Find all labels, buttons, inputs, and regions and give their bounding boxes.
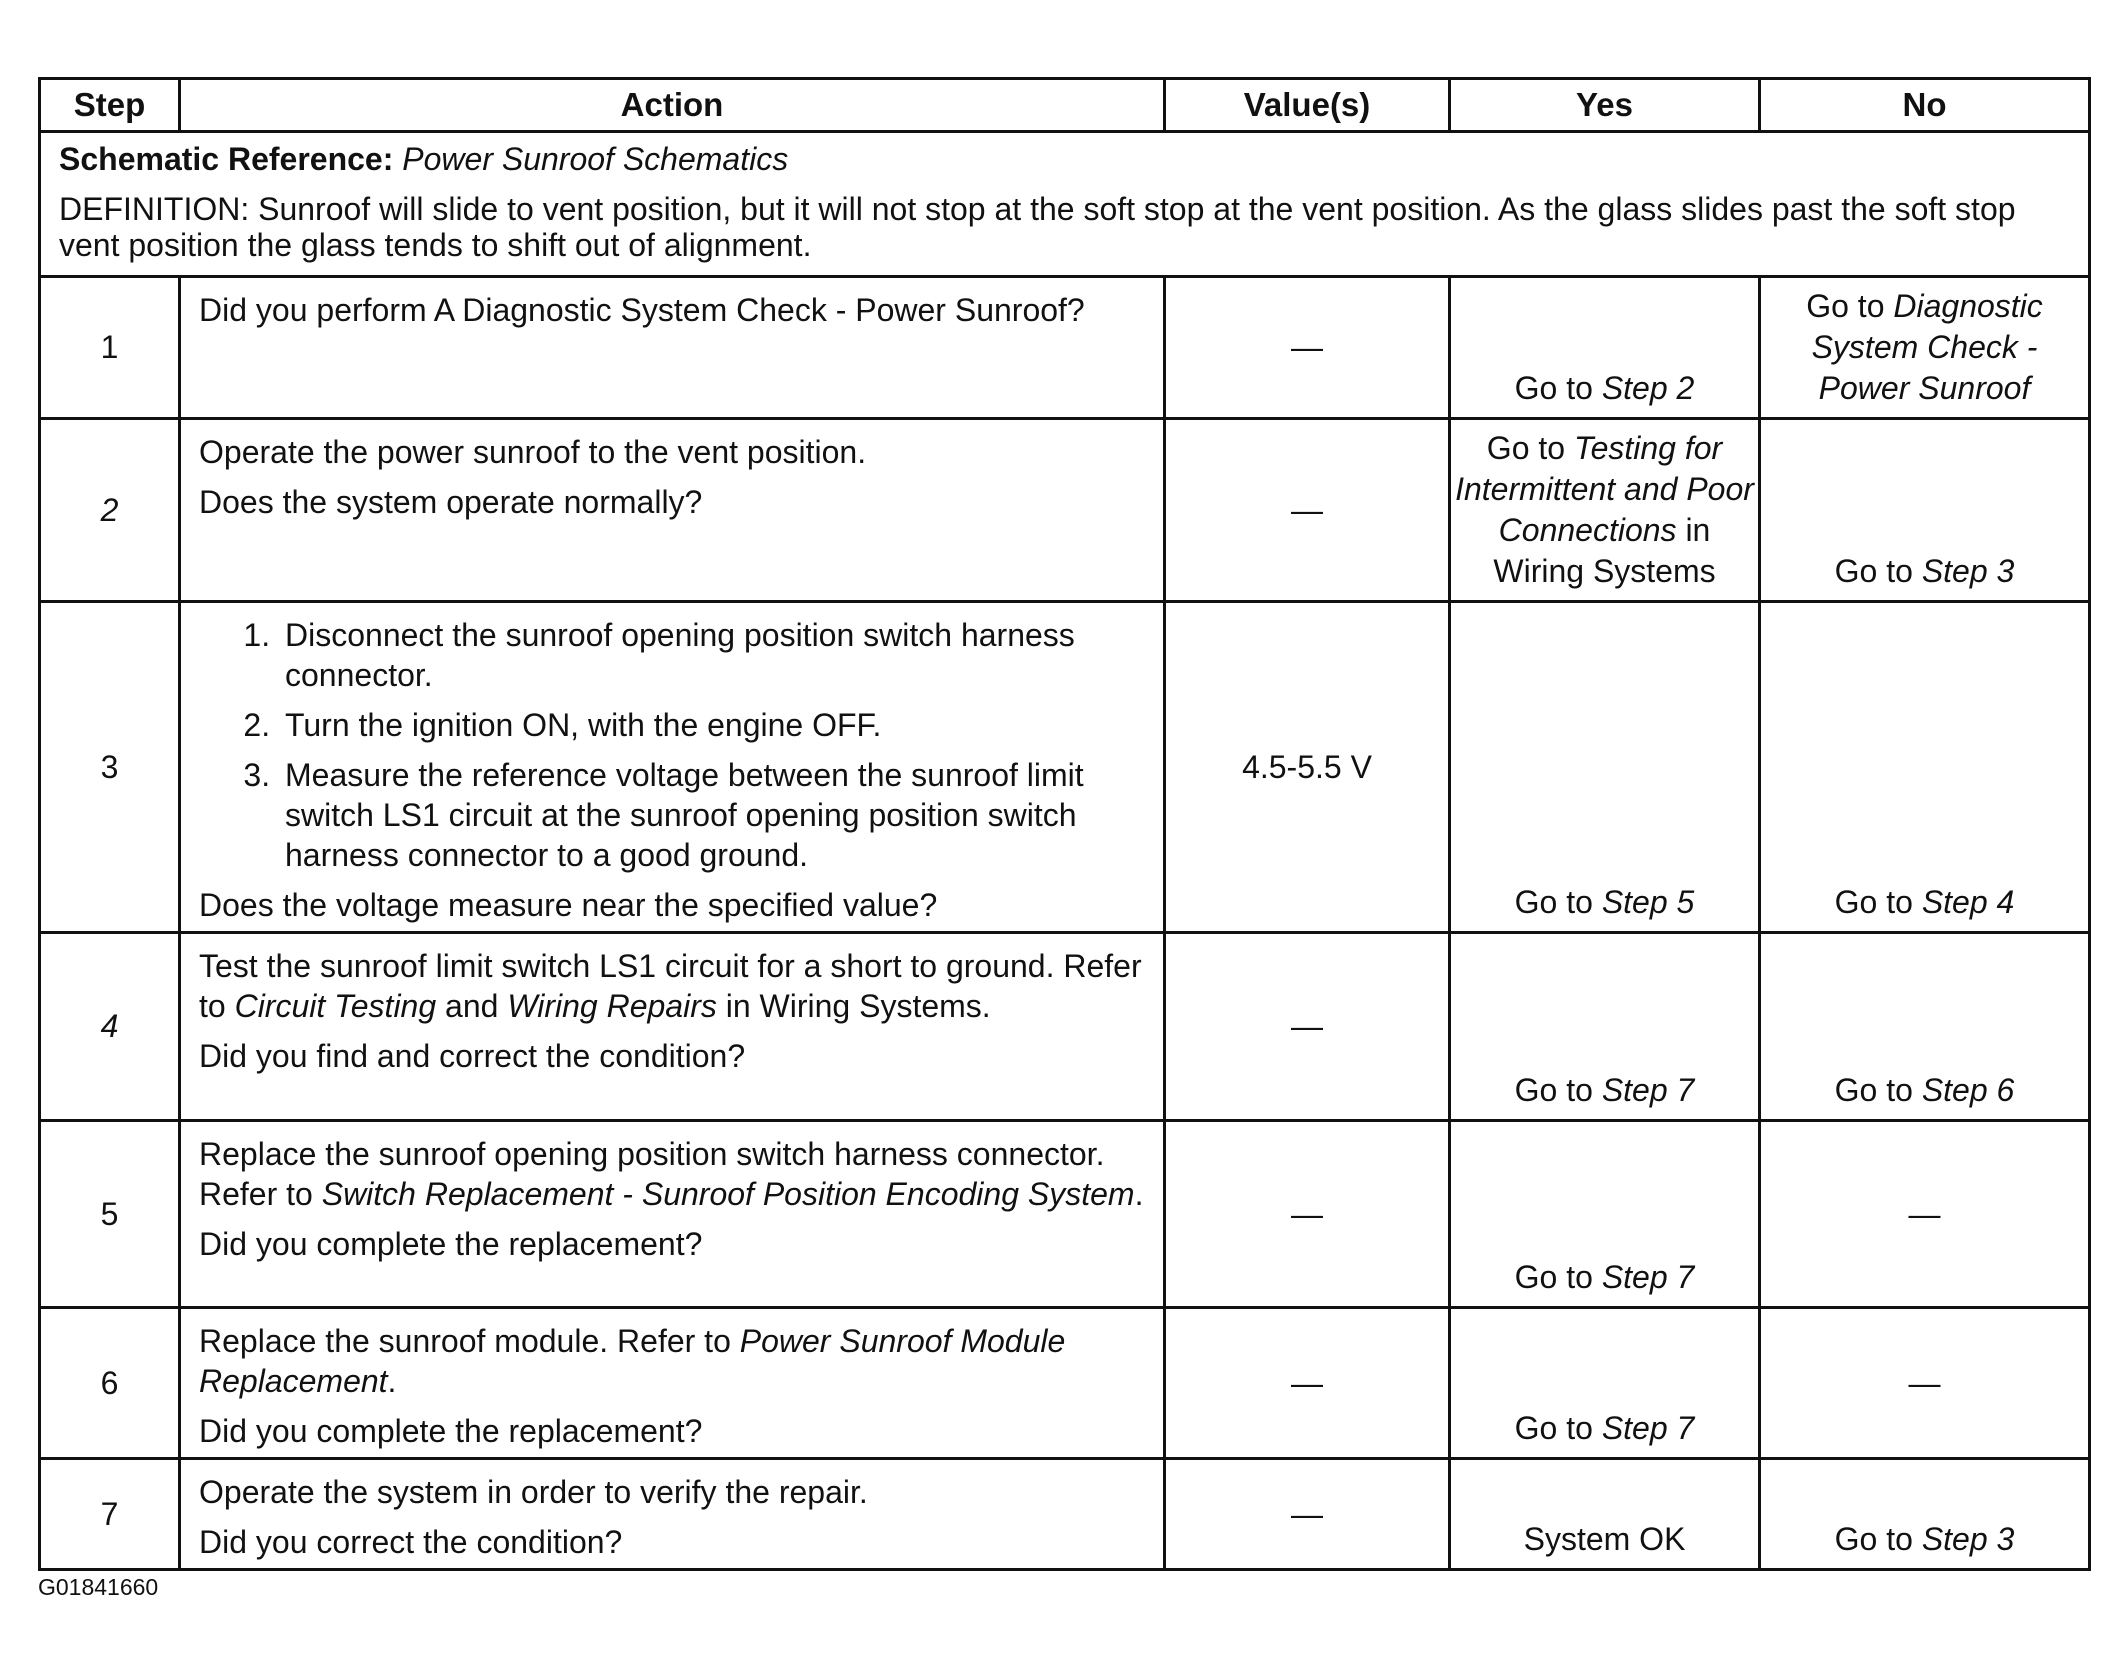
yes-link[interactable]: Step 7 (1601, 1072, 1695, 1108)
action-cell (180, 419, 1165, 602)
no-cell (1760, 277, 2090, 419)
table-row-step-4 (40, 933, 2090, 1121)
step-number: 4 (40, 933, 180, 1121)
action-question: Did you complete the replacement? (199, 1413, 703, 1449)
yes-link[interactable]: Step 2 (1601, 370, 1695, 406)
action-text: Did you perform A Diagnostic System Check - Power Sunroof? (199, 292, 1085, 328)
yes-cell (1450, 1308, 1760, 1459)
yes-prefix: Go to (1514, 370, 1602, 406)
action-tail: . (1134, 1176, 1144, 1212)
action-cell (180, 1121, 1165, 1308)
yes-cell (1450, 933, 1760, 1121)
schematic-link[interactable]: Power Sunroof Schematics (402, 141, 789, 177)
action-step-item: 1. Disconnect the sunroof opening position switch harness connector. (279, 615, 1149, 695)
yes-prefix: Go to (1514, 1259, 1602, 1295)
reference-row (40, 132, 2090, 277)
header-row (40, 79, 2090, 132)
yes-suffix: in Wiring Systems (1493, 512, 1716, 589)
yes-prefix: Go to (1514, 1410, 1602, 1446)
action-text (199, 1321, 1149, 1401)
no-cell (1760, 933, 2090, 1121)
header-action: Action (180, 79, 1165, 132)
step-number: 3 (40, 602, 180, 933)
table-row-step-3 (40, 602, 2090, 933)
yes-link[interactable]: Testing for Intermittent and Poor Connections (1455, 430, 1754, 548)
yes-cell (1450, 1121, 1760, 1308)
table-row-step-2 (40, 419, 2090, 602)
header-yes: Yes (1450, 79, 1760, 132)
action-question: Did you complete the replacement? (199, 1226, 703, 1262)
action-text-a: Replace the sunroof module. Refer to (199, 1323, 740, 1359)
action-text: Operate the power sunroof to the vent position. (199, 434, 867, 470)
no-cell: — (1760, 1308, 2090, 1459)
action-steps-list (199, 615, 1149, 875)
table-row-step-6 (40, 1308, 2090, 1459)
value-cell: 4.5-5.5 V (1165, 602, 1450, 933)
action-cell (180, 933, 1165, 1121)
action-step-item: 3. Measure the reference voltage between the sunroof limit switch LS1 circuit at the sunroof opening position switch harness connector to a good ground. (279, 755, 1149, 875)
no-link[interactable]: Step 6 (1921, 1072, 2015, 1108)
yes-link[interactable]: Step 5 (1601, 884, 1695, 920)
action-question: Does the voltage measure near the specified value? (199, 887, 938, 923)
action-text-a: Replace the sunroof opening position switch harness connector. Refer to (199, 1136, 1105, 1212)
step-number: 5 (40, 1121, 180, 1308)
action-question: Did you find and correct the condition? (199, 1038, 746, 1074)
no-link[interactable]: Step 3 (1921, 1521, 2015, 1557)
header-no: No (1760, 79, 2090, 132)
step-number: 1 (40, 277, 180, 419)
action-question: Did you correct the condition? (199, 1524, 623, 1560)
step-number: 7 (40, 1459, 180, 1570)
no-prefix: Go to (1834, 553, 1922, 589)
table-row-step-7 (40, 1459, 2090, 1570)
action-cell (180, 1308, 1165, 1459)
no-cell (1760, 419, 2090, 602)
no-prefix: Go to (1834, 884, 1922, 920)
action-and: and (436, 988, 508, 1024)
action-text (199, 946, 1149, 1026)
yes-prefix: Go to (1514, 1072, 1602, 1108)
action-step-item: 2. Turn the ignition ON, with the engine OFF. (279, 705, 1149, 745)
action-question: Does the system operate normally? (199, 484, 703, 520)
step-number: 6 (40, 1308, 180, 1459)
diagnostic-table-container (38, 77, 2088, 1571)
no-link[interactable]: Diagnostic System Check - Power Sunroof (1811, 288, 2043, 406)
action-tail: in Wiring Systems. (716, 988, 991, 1024)
table-row-step-1 (40, 277, 2090, 419)
no-prefix: Go to (1834, 1072, 1922, 1108)
yes-prefix: Go to (1486, 430, 1574, 466)
action-cell (180, 277, 1165, 419)
yes-prefix: Go to (1514, 884, 1602, 920)
yes-link[interactable]: Step 7 (1601, 1259, 1695, 1295)
definition-text: DEFINITION: Sunroof will slide to vent position, but it will not stop at the soft stop at the vent position. As the glass slides past the soft stop vent position the glass tends to shift out of alignment. (59, 191, 2016, 263)
no-link[interactable]: Step 3 (1921, 553, 2015, 589)
action-link-switch-replacement[interactable]: Switch Replacement - Sunroof Position Encoding System (321, 1176, 1135, 1212)
value-cell: — (1165, 419, 1450, 602)
reference-cell (40, 132, 2090, 277)
value-cell: — (1165, 1308, 1450, 1459)
no-cell: — (1760, 1121, 2090, 1308)
header-values: Value(s) (1165, 79, 1450, 132)
yes-cell (1450, 277, 1760, 419)
yes-cell: System OK (1450, 1459, 1760, 1570)
action-cell (180, 1459, 1165, 1570)
action-cell (180, 602, 1165, 933)
yes-cell (1450, 419, 1760, 602)
value-cell: — (1165, 933, 1450, 1121)
action-link-module-replacement[interactable]: Power Sunroof Module Replacement (199, 1323, 1066, 1399)
value-cell: — (1165, 1121, 1450, 1308)
action-link-wiring-repairs[interactable]: Wiring Repairs (507, 988, 717, 1024)
figure-code: G01841660 (38, 1574, 159, 1600)
table-row-step-5 (40, 1121, 2090, 1308)
value-cell: — (1165, 277, 1450, 419)
yes-cell (1450, 602, 1760, 933)
no-cell (1760, 602, 2090, 933)
header-step: Step (40, 79, 180, 132)
schematic-reference (59, 141, 2070, 177)
diagnostic-table (38, 77, 2091, 1571)
action-link-circuit-testing[interactable]: Circuit Testing (234, 988, 437, 1024)
no-prefix: Go to (1834, 1521, 1922, 1557)
no-cell (1760, 1459, 2090, 1570)
action-text-a: Test the sunroof limit switch LS1 circuit for a short to ground. Refer to (199, 948, 1142, 1024)
action-tail: . (387, 1363, 397, 1399)
action-text (199, 1134, 1149, 1214)
value-cell: — (1165, 1459, 1450, 1570)
no-link[interactable]: Step 4 (1921, 884, 2015, 920)
action-text: Operate the system in order to verify the repair. (199, 1474, 868, 1510)
schematic-label: Schematic Reference: (59, 141, 394, 177)
no-prefix: Go to (1806, 288, 1894, 324)
yes-link[interactable]: Step 7 (1601, 1410, 1695, 1446)
step-number: 2 (40, 419, 180, 602)
